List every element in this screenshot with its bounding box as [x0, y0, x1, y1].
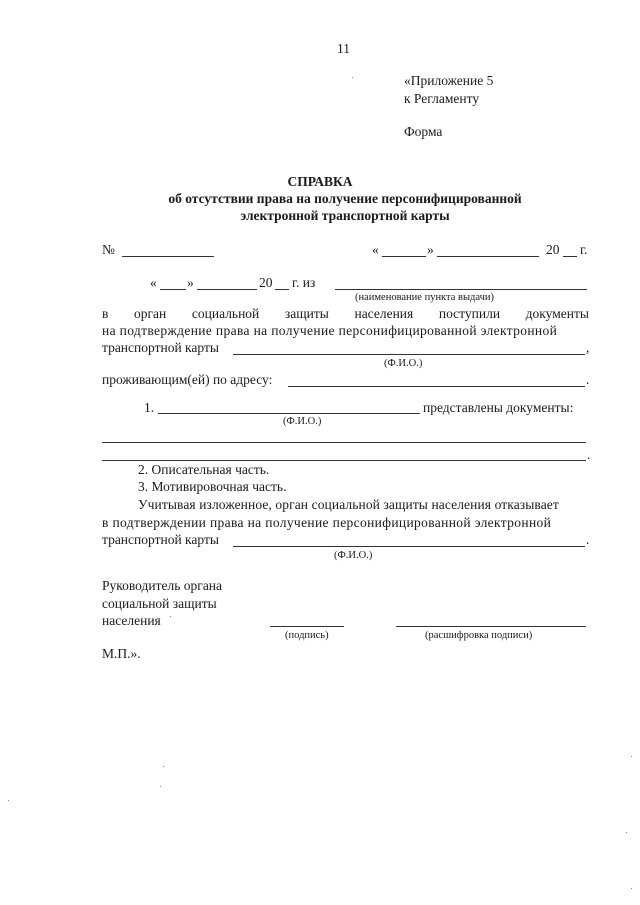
para2-line2: в подтверждении права на получение персонифицированной электронной [102, 515, 552, 530]
issue-point-caption: (наименование пункта выдачи) [355, 292, 495, 303]
signature-line [270, 626, 344, 627]
form-label: Форма [404, 124, 443, 139]
row2-year-line [275, 289, 289, 290]
scan-speck [8, 800, 9, 801]
applicant-name-line [233, 354, 585, 355]
scan-speck [631, 888, 632, 889]
scan-speck [626, 832, 627, 833]
para2-line3: транспортной карты [102, 532, 219, 547]
issue-point-line [335, 289, 587, 290]
para1-comma: , [586, 340, 590, 355]
document-subtitle-line2: электронной транспортной карты [240, 208, 450, 223]
para2-line1: Учитывая изложенное, орган социальной защиты населения отказывает [138, 497, 559, 512]
document-title: СПРАВКА [287, 174, 353, 189]
documents-end: . [587, 447, 591, 462]
para1-word: в [102, 306, 109, 321]
para1-line3: транспортной карты [102, 340, 219, 355]
row2-day-line [160, 289, 186, 290]
documents-line-1 [102, 442, 586, 443]
documents-line-2 [102, 460, 586, 461]
stamp-place: М.П.». [102, 646, 141, 661]
number-field-line [122, 256, 214, 257]
signature-decode-line [396, 626, 586, 627]
para1-word: социальной [191, 306, 260, 321]
page-number: 11 [337, 41, 350, 56]
item2-descriptive: 2. Описательная часть. [138, 462, 270, 477]
scan-speck [352, 77, 353, 78]
address-end: . [586, 372, 590, 387]
item1-number: 1. [144, 400, 155, 415]
address-line [288, 386, 585, 387]
para1-word: орган [134, 306, 167, 321]
number-sign: № [102, 242, 115, 257]
date-open-quote: « [372, 242, 379, 257]
date-close-quote: » [427, 242, 434, 257]
row2-close-quote: » [187, 275, 194, 290]
para1-word: документы [525, 306, 589, 321]
row2-year: 20 [259, 275, 273, 290]
row2-from: г. из [292, 275, 316, 290]
refusal-name-caption: (Ф.И.О.) [334, 550, 373, 561]
para2-end: . [586, 532, 590, 547]
row2-month-line [197, 289, 257, 290]
appendix-reference: к Регламенту [404, 91, 480, 106]
scan-speck [160, 786, 161, 787]
para1-word: поступили [438, 306, 501, 321]
year-suffix: г. [580, 242, 588, 257]
para1-word: защиты [284, 306, 329, 321]
item1-tail: представлены документы: [423, 400, 574, 415]
item1-name-line [158, 413, 420, 414]
para1-line1 [102, 306, 589, 322]
document-subtitle-line1: об отсутствии права на получение персонифицированной [168, 191, 522, 206]
month-field-line [437, 256, 539, 257]
signatory-line2: социальной защиты [102, 596, 217, 611]
refusal-name-line [233, 546, 585, 547]
signature-caption: (подпись) [285, 630, 329, 641]
signature-decode-caption: (расшифровка подписи) [425, 630, 533, 641]
scan-speck [163, 766, 164, 767]
day-field-line [382, 256, 426, 257]
item3-motivational: 3. Мотивировочная часть. [138, 479, 287, 494]
appendix-title: «Приложение 5 [404, 73, 494, 88]
item1-name-caption: (Ф.И.О.) [283, 416, 322, 427]
year-field-line [563, 256, 577, 257]
signatory-line1: Руководитель органа [102, 578, 223, 593]
scan-speck [170, 616, 171, 617]
para1-word: населения [354, 306, 414, 321]
address-label: проживающим(ей) по адресу: [102, 372, 273, 387]
row2-open-quote: « [150, 275, 157, 290]
para1-line2: на подтверждение права на получение персонифицированной электронной [102, 323, 558, 338]
scan-speck [631, 756, 632, 757]
year-prefix: 20 [546, 242, 560, 257]
applicant-name-caption: (Ф.И.О.) [384, 358, 423, 369]
signatory-line3: населения [102, 613, 161, 628]
